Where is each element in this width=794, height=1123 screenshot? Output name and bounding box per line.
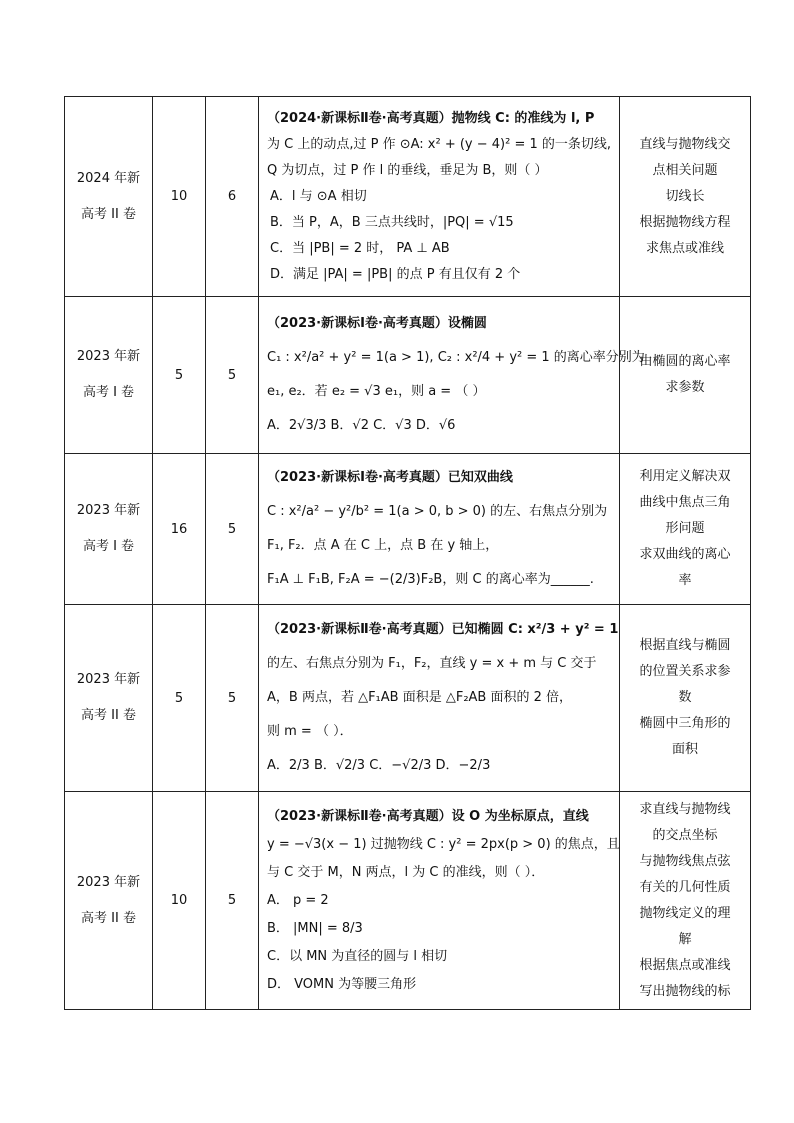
option-line: A．2√3/3 B．√2 C．√3 D．√6 [267,418,456,433]
option-line: C．以 MN 为直径的圆与 l 相切 [267,948,448,964]
question-line: Q 为切点，过 P 作 l 的垂线，垂足为 B，则（ ） [267,162,548,178]
question-line: y = −√3(x − 1) 过抛物线 C : y² = 2px(p > 0) 的焦点，且 [267,836,620,852]
knowledge-line: 与抛物线焦点弦 [639,853,731,869]
knowledge-line: 形问题 [665,521,705,536]
knowledge-line: 写出抛物线的标 [639,983,731,999]
table-row [65,605,751,792]
knowledge-line: 直线与抛物线交 [639,136,731,152]
knowledge-line: 曲线中焦点三角 [639,495,731,510]
question-line: （2023·新课标Ⅱ卷·高考真题）设 O 为坐标原点，直线 [267,808,589,824]
source-line: 高考 I 卷 [82,539,135,554]
knowledge-line: 解 [678,931,692,947]
source-line: 2023 年新 [76,874,141,890]
option-line: D．满足 |PA| = |PB| 的点 P 有且仅有 2 个 [270,266,521,282]
question-cell [259,454,620,605]
knowledge-line: 有关的几何性质 [639,879,731,895]
question-line: F₁A ⊥ F₁B, F₂A = −(2/3)F₂B，则 C 的离心率为______. [267,572,594,587]
source-line: 高考 I 卷 [82,385,135,400]
question-line: 的左、右焦点分别为 F₁，F₂，直线 y = x + m 与 C 交于 [267,656,597,671]
knowledge-line: 根据焦点或准线 [639,957,731,973]
question-line: （2023·新课标Ⅰ卷·高考真题）已知双曲线 [267,470,513,485]
source-cell [65,792,153,1010]
question-line: C₁ : x²/a² + y² = 1(a > 1), C₂ : x²/4 + y² = 1 的离心率分别为 [267,350,645,365]
exam-table [64,96,751,1010]
knowledge-line: 由椭圆的离心率 [639,354,731,369]
question-line: （2024·新课标Ⅱ卷·高考真题）抛物线 C: 的准线为 l, P [267,110,595,126]
knowledge-line: 根据直线与椭圆 [639,638,731,653]
source-cell [65,297,153,454]
knowledge-cell [620,454,751,605]
option-line: D． VOMN 为等腰三角形 [267,976,417,992]
source-line: 2024 年新 [76,170,141,186]
knowledge-line: 求双曲线的离心 [639,547,731,562]
source-line: 2023 年新 [76,349,141,364]
table-row [65,792,751,1010]
question-line: 则 m = （ ）． [267,724,353,739]
question-line: e₁, e₂．若 e₂ = √3 e₁，则 a = （ ） [267,384,486,399]
source-line: 高考 II 卷 [81,708,136,723]
table-row [65,454,751,605]
question-line: F₁, F₂．点 A 在 C 上，点 B 在 y 轴上， [267,538,499,553]
knowledge-line: 利用定义解决双 [639,469,731,484]
question-line: （2023·新课标Ⅱ卷·高考真题）已知椭圆 C: x²/3 + y² = 1 [267,622,619,637]
question-line: （2023·新课标Ⅰ卷·高考真题）设椭圆 [267,316,487,331]
knowledge-line: 的交点坐标 [652,827,718,843]
knowledge-cell [620,97,751,297]
question-cell [259,605,620,792]
question-line: A，B 两点，若 △F₁AB 面积是 △F₂AB 面积的 2 倍， [267,690,573,705]
table-row [65,297,751,454]
score-cell: 5 [153,297,206,454]
knowledge-line: 根据抛物线方程 [639,214,731,230]
count-cell: 5 [206,454,259,605]
knowledge-line: 数 [678,690,692,705]
option-line: A．2/3 B．√2/3 C．−√2/3 D．−2/3 [267,758,491,773]
knowledge-line: 椭圆中三角形的 [639,716,731,731]
count-cell: 6 [206,97,259,297]
source-cell [65,454,153,605]
option-line: A． p = 2 [267,892,329,908]
option-line: B．当 P，A，B 三点共线时，|PQ| = √15 [270,214,514,230]
count-cell: 5 [206,792,259,1010]
knowledge-cell [620,297,751,454]
question-cell [259,97,620,297]
knowledge-line: 求直线与抛物线 [639,801,731,817]
knowledge-line: 求参数 [665,380,705,395]
question-cell [259,792,620,1010]
question-line: C : x²/a² − y²/b² = 1(a > 0, b > 0) 的左、右焦点分别为 [267,504,608,519]
knowledge-cell [620,605,751,792]
option-line: C．当 |PB| = 2 时， PA ⊥ AB [270,240,450,256]
count-cell: 5 [206,297,259,454]
score-cell: 16 [153,454,206,605]
knowledge-cell [620,792,751,1010]
knowledge-line: 的位置关系求参 [639,664,731,679]
option-line: A．l 与 ⊙A 相切 [270,188,367,204]
knowledge-line: 点相关问题 [652,162,718,178]
question-line: 与 C 交于 M，N 两点，l 为 C 的准线，则（ ）． [267,864,545,880]
source-line: 高考 II 卷 [81,910,136,926]
option-line: B． |MN| = 8/3 [267,920,363,936]
table-row [65,97,751,297]
source-line: 2023 年新 [76,672,141,687]
count-cell: 5 [206,605,259,792]
knowledge-line: 面积 [671,742,698,757]
source-cell [65,97,153,297]
knowledge-line: 切线长 [665,188,705,204]
source-cell [65,605,153,792]
score-cell: 5 [153,605,206,792]
source-line: 高考 II 卷 [81,206,136,222]
score-cell: 10 [153,97,206,297]
knowledge-line: 求焦点或准线 [645,240,724,256]
source-line: 2023 年新 [76,503,141,518]
score-cell: 10 [153,792,206,1010]
knowledge-line: 抛物线定义的理 [639,905,731,921]
question-cell [259,297,645,454]
question-line: 为 C 上的动点,过 P 作 ⊙A: x² + (y − 4)² = 1 的一条切线, [267,136,612,152]
knowledge-line: 率 [678,573,692,588]
